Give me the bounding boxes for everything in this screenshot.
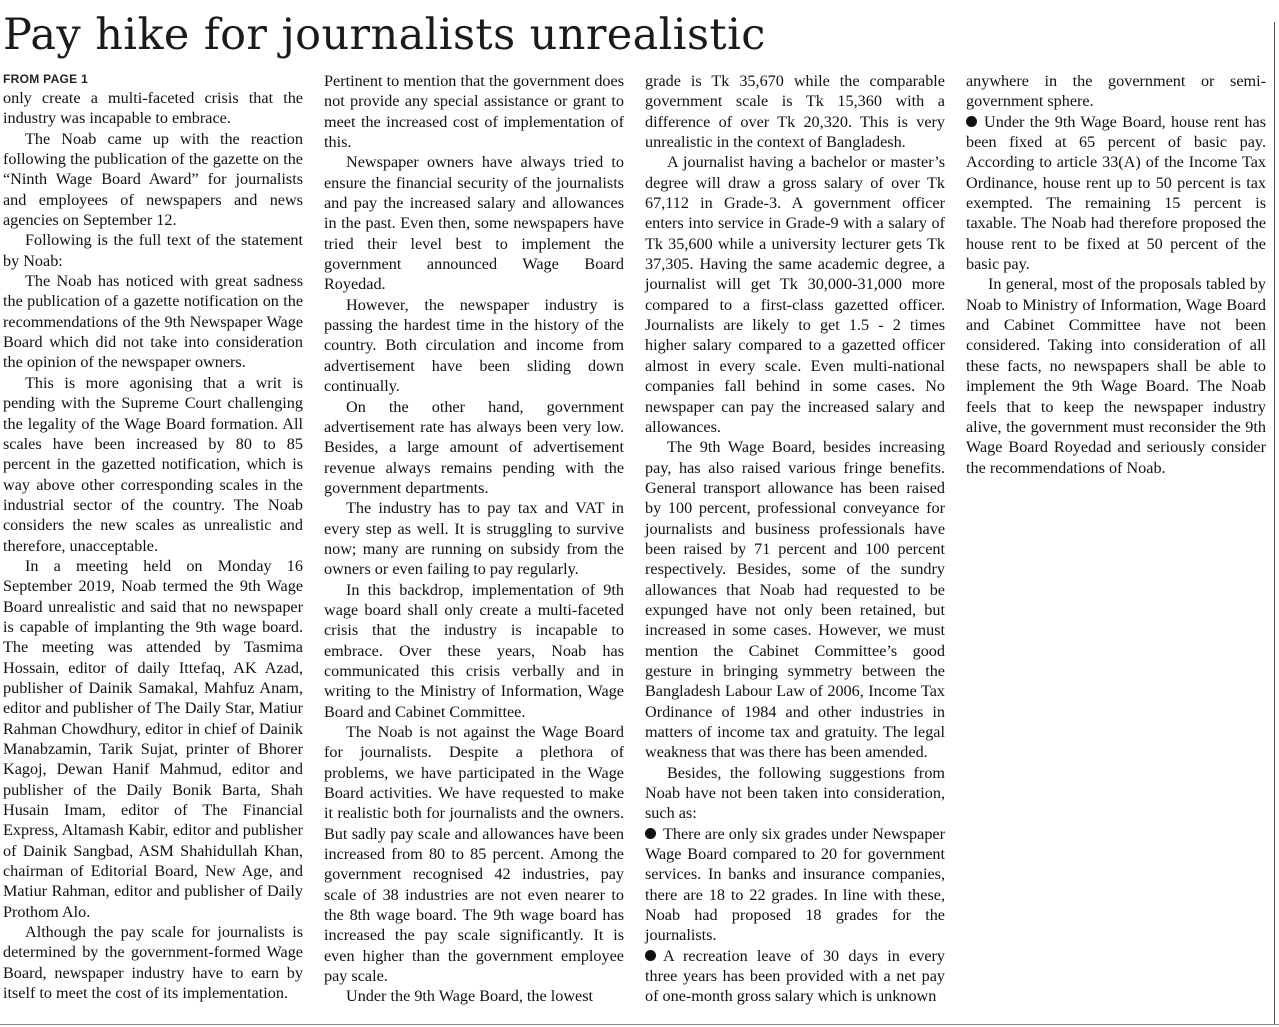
article-column-2: [324, 71, 624, 1007]
article-paragraph: The 9th Wage Board, besides increasing pay, has also raised various fringe benefits. General transport allowance has been raised by 100 percent, professional conveyance for journalists and business professionals have been raised by 71 percent and 100 percent respectively. Besides, some of the sundry allowances that Noab had requested to be expunged have not only been retained, but increased in some cases. However, we must mention the Cabinet Committee’s good gesture in bringing symmetry between the Bangladesh Labour Law of 2006, Income Tax Ordinance of 1984 and other industries in matters of income tax and gratuity. The legal weakness that was there has been amended.: [645, 438, 945, 762]
article-paragraph-continued: Pertinent to mention that the government does not provide any special assistance or grant to meet the increased cost of implementation of this.: [324, 72, 624, 152]
article-paragraph-continued: grade is Tk 35,670 while the comparable government scale is Tk 15,360 with a difference of over Tk 20,320. This is very unrealistic in the context of Bangladesh.: [645, 72, 945, 152]
article-paragraph: A journalist having a bachelor or master’s degree will draw a gross salary of over Tk 67,112 in Grade-3. A government officer enters into service in Grade-9 with a salary of Tk 35,600 while a university lecturer gets Tk 37,305. Having the same academic degree, a journalist will get Tk 30,000-31,000 more compared to a first-class gazetted officer. Journalists are likely to get 1.5 - 2 times higher salary compared to a gazetted officer almost in every scale. Even multi-national companies fall behind in some cases. No newspaper can pay the increased salary and allowances.: [645, 153, 945, 436]
continuation-kicker: FROM PAGE 1: [3, 72, 89, 86]
article-paragraph: Under the 9th Wage Board, the lowest: [346, 987, 593, 1006]
article-paragraph: The industry has to pay tax and VAT in every step as well. It is struggling to survive now; many are running on subsidy from the owners or even failing to pay regularly.: [324, 499, 624, 579]
article-paragraph: On the other hand, government advertisement rate has always been very low. Besides, a large amount of advertisement revenue always remains pending with the government departments.: [324, 397, 624, 497]
article-paragraph: In this backdrop, implementation of 9th wage board shall only create a multi-faceted crisis that the industry is incapable to embrace. Over these years, Noab has communicated this crisis verbally and in writing to the Ministry of Information, Wage Board and Cabinet Committee.: [324, 580, 624, 721]
bullet-text: Under the 9th Wage Board, house rent has been fixed at 65 percent of basic pay. According to article 33(A) of the Income Tax Ordinance, house rent up to 50 percent is tax exempted. The remaining 15 percent is taxable. The Noab had therefore proposed the house rent to be fixed at 50 percent of the basic pay.: [966, 112, 1266, 274]
article-paragraph: only create a multi-faceted crisis that the industry was incapable to embrace.: [3, 89, 303, 128]
article-paragraph-continued: anywhere in the government or semi-government sphere.: [966, 72, 1266, 111]
article-paragraph: Following is the full text of the statement by Noab:: [3, 231, 303, 270]
article-paragraph: In general, most of the proposals tabled by Noab to Ministry of Information, Wage Board and Cabinet Committee have not been considered. Taking into consideration of all these facts, no newspapers shall be able to implement the 9th Wage Board. The Noab feels that to keep the newspaper industry alive, the government must reconsider the 9th Wage Board Royedad and seriously consider the recommendations of Noab.: [966, 275, 1266, 477]
bullet-text: A recreation leave of 30 days in every three years has been provided with a net pay of one-month gross salary which is unknown: [645, 946, 945, 1006]
headline: Pay hike for journalists unrealistic: [3, 10, 766, 60]
article-paragraph: The Noab came up with the reaction following the publication of the gazette on the “Ninth Wage Board Award” for journalists and employees of newspapers and news agencies on September 12.: [3, 129, 303, 230]
article-paragraph: Although the pay scale for journalists is determined by the government-formed Wage Board, newspaper industry have to earn by itself to meet the cost of its implementation.: [3, 923, 303, 1003]
article-paragraph: The Noab is not against the Wage Board for journalists. Despite a plethora of problems, we have participated in the Wage Board activities. We have requested to make it realistic both for journalists and the owners. But sadly pay scale and allowances have been increased from 80 to 85 percent. Among the government recognised 42 industries, pay scale of 38 industries are not even nearer to the 8th wage board. The 9th wage board has increased the pay scale significantly. It is even higher than the government employee pay scale.: [324, 723, 624, 986]
bullet-icon: [966, 116, 977, 127]
article-paragraph: However, the newspaper industry is passing the hardest time in the history of the country. Both circulation and income from advertisement have been sliding down continually.: [324, 295, 624, 396]
bullet-icon: [645, 828, 656, 839]
article-paragraph: Besides, the following suggestions from Noab have not been taken into consideration, such as:: [645, 763, 945, 823]
article-paragraph: The Noab has noticed with great sadness the publication of a gazette notification on the recommendations of the 9th Newspaper Wage Board which did not take into consideration the opinion of the newspaper owners.: [3, 272, 303, 372]
article-paragraph: This is more agonising that a writ is pending with the Supreme Court challenging the legality of the Wage Board formation. All scales have been increased by 80 to 85 percent in the gazetted notification, which is way above other corresponding scales in the industrial sector of the country. The Noab considers the new scales as unrealistic and therefore, unacceptable.: [3, 373, 303, 555]
article-column-3: [645, 71, 945, 1007]
bullet-item: [966, 112, 1266, 275]
article-paragraph: In a meeting held on Monday 16 September 2019, Noab termed the 9th Wage Board unrealistic and said that no newspaper is capable of implanting the 9th wage board. The meeting was attended by Tasmima Hossain, editor of daily Ittefaq, AK Azad, publisher of Dainik Samakal, Mahfuz Anam, editor and publisher of The Daily Star, Matiur Rahman Chowdhury, editor in chief of Dainik Manabzamin, Tarik Sujat, printer of Bhorer Kagoj, Dewan Hanif Mahmud, editor and publisher of the Daily Bonik Barta, Shah Husain Imam, editor of The Financial Express, Altamash Kabir, editor and publisher of Dainik Sangbad, ASM Shahidullah Khan, chairman of Editorial Board, New Age, and Matiur Rahman, editor and publisher of Daily Prothom Alo.: [3, 556, 303, 921]
bullet-item: [645, 946, 945, 1007]
bullet-icon: [645, 950, 656, 961]
article-column-1: [3, 71, 303, 1003]
column-edge-rule: [1274, 22, 1275, 1025]
bullet-item: [645, 824, 945, 946]
article-column-4: [966, 71, 1266, 478]
bottom-edge-rule: [0, 1024, 1279, 1025]
bullet-text: There are only six grades under Newspaper Wage Board compared to 20 for government services. In banks and insurance companies, there are 18 to 22 grades. In line with these, Noab had proposed 18 grades for the journalists.: [645, 824, 945, 945]
article-paragraph: Newspaper owners have always tried to ensure the financial security of the journalists and pay the increased salary and allowances in the past. Even then, some newspapers have tried their level best to implement the government announced Wage Board Royedad.: [324, 153, 624, 294]
